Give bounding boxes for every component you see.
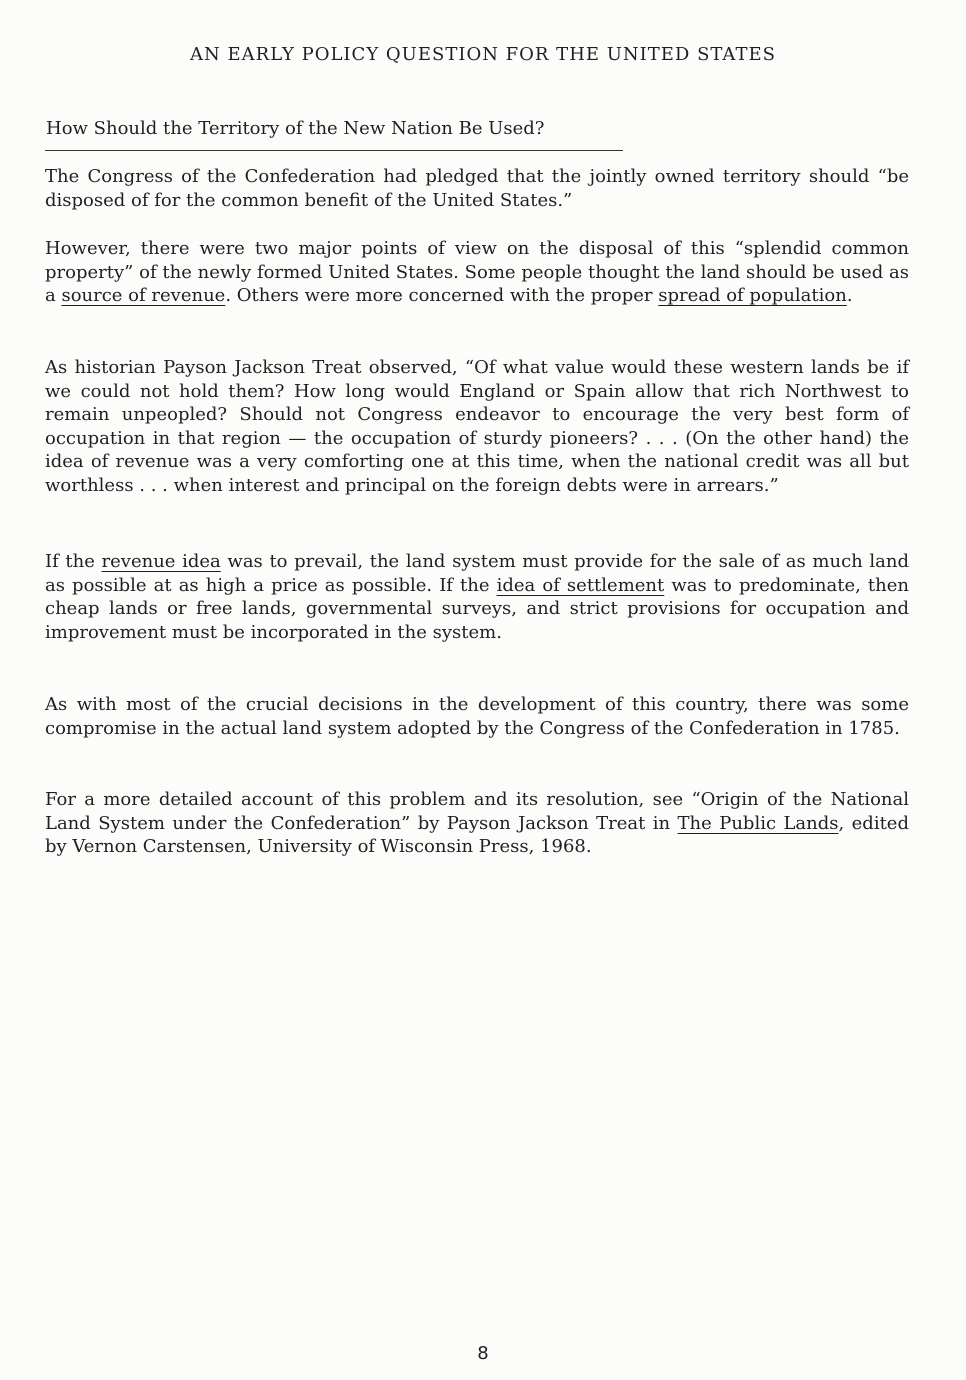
paragraph-text: was to prevail, the land system must provide for the sale of as much land as possible at as high a price as possible. If the xyxy=(45,551,909,596)
paragraph-text: However, there were two major points of view on the disposal of this “splendid common property” of the newly formed United States. Some people thought the land should be used as a xyxy=(45,238,909,306)
underlined-phrase: spread of population xyxy=(658,285,847,306)
paragraph-compromise: As with most of the crucial decisions in the development of this country, there was some compromise in the actual land system adopted by the Congress of the Confederation in 1785. xyxy=(45,694,909,739)
paragraph-reference xyxy=(45,788,909,859)
paragraph-text: If the xyxy=(45,551,102,572)
paragraph-text: For a more detailed account of this problem and its resolution, see “Origin of the National Land System under the Confederation” by Payson Jackson Treat in xyxy=(45,789,909,834)
section-heading: How Should the Territory of the New Nation Be Used? xyxy=(46,118,545,139)
book-title: The Public Lands xyxy=(677,812,839,834)
paragraph-quotation: As historian Payson Jackson Treat observed, “Of what value would these western lands be if we could not hold them? How long would England or Spain allow that rich Northwest to remain unpeopled? Should not Congress endeavor to encourage the very best form of occupation in that region — the occupation of sturdy pioneers? . . . (On the other hand) the idea of revenue was a very comforting one at this time, when the national credit was all but worthless . . . when interest and principal on the foreign debts were in arrears.” xyxy=(45,357,909,496)
underlined-phrase: revenue idea xyxy=(101,551,221,572)
page-title: AN EARLY POLICY QUESTION FOR THE UNITED STATES xyxy=(190,44,776,65)
paragraph-points-of-view xyxy=(45,237,909,308)
paragraph-revenue-vs-settlement xyxy=(45,550,909,644)
heading-rule xyxy=(45,150,623,151)
underlined-phrase: idea of settlement xyxy=(496,574,665,596)
underlined-phrase: source of revenue xyxy=(61,285,226,306)
paragraph-text: was to predominate, then cheap lands or free lands, governmental surveys, and strict provisions for occupation and improvement must be incorporated in the system. xyxy=(45,574,909,643)
paragraph-text: . Others were more concerned with the proper xyxy=(225,285,659,306)
paragraph-pledge: The Congress of the Confederation had pledged that the jointly owned territory should “be disposed of for the common benefit of the United States.” xyxy=(45,166,909,211)
paragraph-text: , edited by Vernon Carstensen, University of Wisconsin Press, 1968. xyxy=(45,812,909,857)
page-number: 8 xyxy=(477,1343,489,1364)
paragraph-text: . xyxy=(846,285,853,306)
